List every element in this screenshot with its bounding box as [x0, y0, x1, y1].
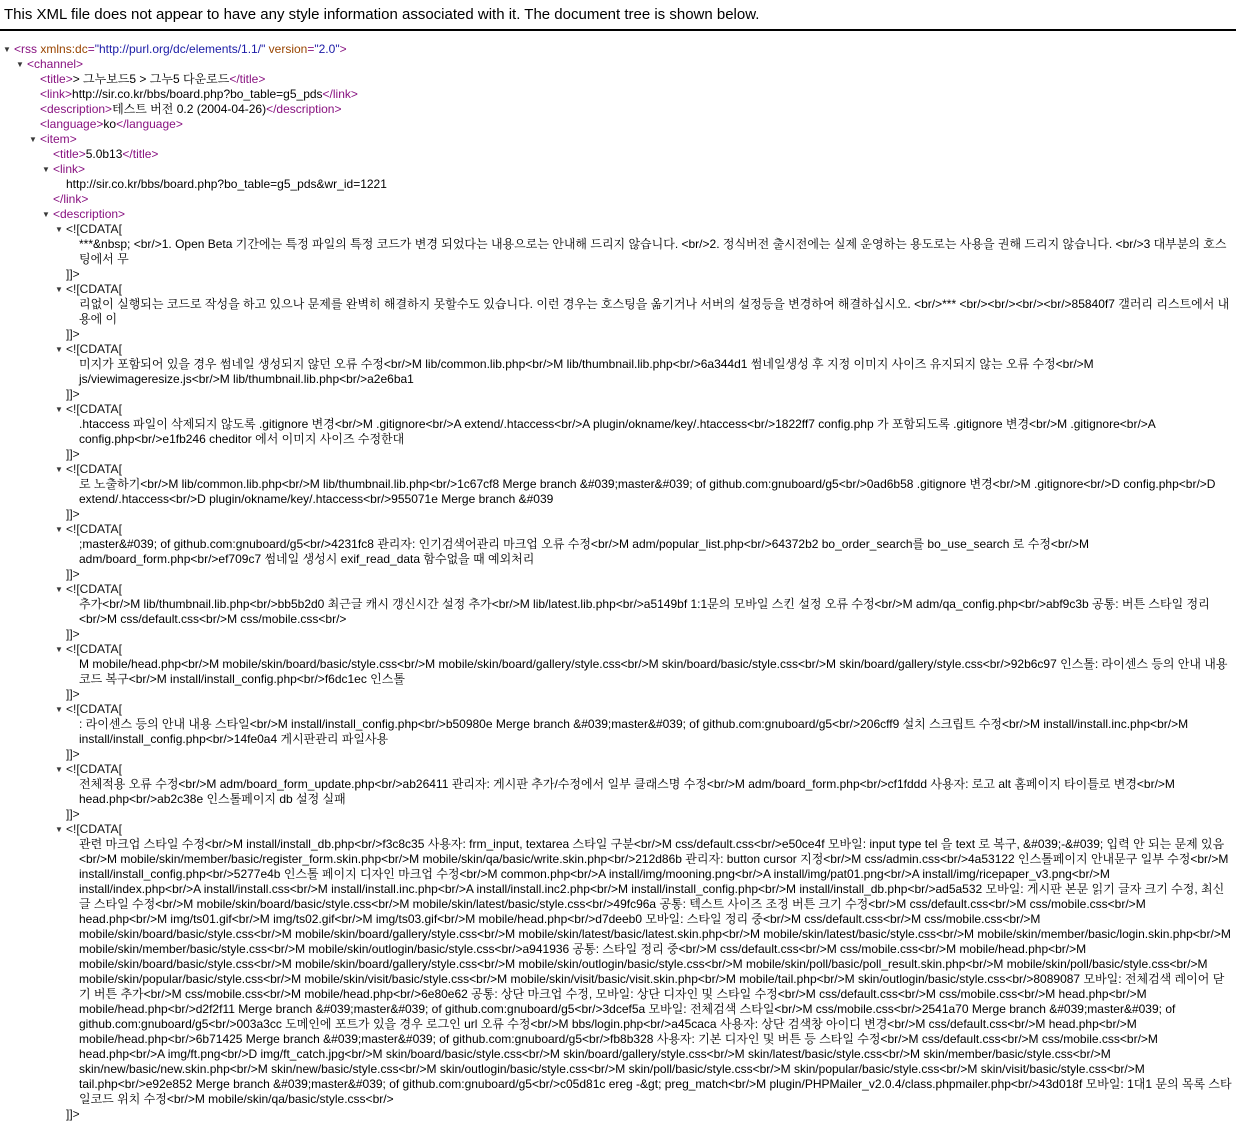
cdata-content — [68, 537, 1234, 567]
cdata-content — [68, 597, 1234, 627]
cdata-children — [68, 837, 1234, 1107]
xml-children — [55, 177, 1234, 192]
collapse-arrow-icon[interactable]: ▼ — [55, 765, 63, 774]
cdata-close-line — [55, 567, 1234, 582]
cdata-open-line — [55, 762, 1234, 777]
cdata-close-line — [55, 627, 1234, 642]
xml-text: ;master&#039; of github.com:gnuboard/g5<br/>4231fc8 관리자: 인기검색어관리 마크업 오류 수정<br/>M adm/popular_list.php<br/>64372b2 bo_order_search를 bo_use_search 로 수정<br/>M adm/board_form.php<br/>ef709c7 썸네일 생성시 exif_read_data 함수없을 때 예외처리 — [79, 537, 1093, 566]
xml-element-line — [16, 57, 1234, 72]
xml-close-tag: </link> — [322, 87, 358, 101]
collapse-arrow-icon[interactable]: ▼ — [55, 525, 63, 534]
cdata-close-line — [55, 687, 1234, 702]
cdata-open-marker: <![CDATA[ — [66, 762, 122, 776]
cdata-content — [68, 297, 1234, 327]
xml-open-tag: <rss xmlns:dc="http://purl.org/dc/elements/1.1/" version="2.0"> — [14, 42, 347, 56]
cdata-content — [68, 717, 1234, 747]
cdata-open-line — [55, 702, 1234, 717]
cdata-close-marker: ]]> — [66, 327, 80, 341]
collapse-arrow-icon[interactable]: ▼ — [55, 225, 63, 234]
cdata-close-line — [55, 267, 1234, 282]
cdata-close-marker: ]]> — [66, 747, 80, 761]
xml-children — [29, 72, 1234, 1122]
cdata-close-marker: ]]> — [66, 507, 80, 521]
cdata-content — [68, 237, 1234, 267]
collapse-arrow-icon[interactable]: ▼ — [55, 645, 63, 654]
xml-open-tag: <title> — [53, 147, 86, 161]
collapse-arrow-icon[interactable]: ▼ — [42, 165, 50, 174]
xml-text: > 그누보드5 > 그누5 다운로드 — [72, 72, 230, 86]
xml-close-tag: </title> — [229, 72, 266, 86]
header-message: This XML file does not appear to have any style information associated with it. The document tree is shown below. — [4, 6, 760, 23]
cdata-close-line — [55, 1107, 1234, 1122]
collapse-arrow-icon[interactable]: ▼ — [55, 345, 63, 354]
cdata-close-marker: ]]> — [66, 567, 80, 581]
cdata-children — [68, 297, 1234, 327]
xml-children — [55, 222, 1234, 1122]
cdata-close-marker: ]]> — [66, 687, 80, 701]
cdata-open-marker: <![CDATA[ — [66, 702, 122, 716]
xml-text: M mobile/head.php<br/>M mobile/skin/board/basic/style.css<br/>M mobile/skin/board/gallery/style.css<br/>M skin/board/basic/style.css<br/>M skin/board/gallery/style.css<br/>92b6c97 인스톨: 라이센스 등의 안내 내용 코드 복구<br/>M install/install_config.php<br/>f6dc1ec 인스톨 — [79, 657, 1231, 686]
xml-element-line — [42, 162, 1234, 177]
cdata-content — [68, 477, 1234, 507]
cdata-open-line — [55, 642, 1234, 657]
xml-close-tag: </description> — [266, 102, 342, 116]
xml-text: 전체적용 오류 수정<br/>M adm/board_form_update.php<br/>ab26411 관리자: 게시판 추가/수정에서 일부 클래스명 수정<br/>M adm/board_form.php<br/>cf1fddd 사용자: 로고 alt 홈페이지 타이틀로 변경<br/>M head.php<br/>ab2c38e 인스톨페이지 db 설정 실패 — [79, 777, 1179, 806]
xml-parse-header — [0, 0, 1236, 31]
xml-close-line — [42, 192, 1234, 207]
cdata-open-line — [55, 342, 1234, 357]
xml-open-tag: <language> — [40, 117, 104, 131]
cdata-close-marker: ]]> — [66, 807, 80, 821]
xml-children — [42, 147, 1234, 1122]
cdata-content — [68, 837, 1234, 1107]
xml-text-line — [55, 177, 1234, 192]
xml-inline-element-line — [29, 87, 1234, 102]
collapse-arrow-icon[interactable]: ▼ — [55, 465, 63, 474]
cdata-children — [68, 717, 1234, 747]
collapse-arrow-icon[interactable]: ▼ — [3, 45, 11, 54]
xml-text: : 라이센스 등의 안내 내용 스타일<br/>M install/install_config.php<br/>b50980e Merge branch &#039;master&#039; of github.com:gnuboard/g5<br/>206cff9 설치 스크립트 수정<br/>M install/install.inc.php<br/>M install/install_config.php<br/>14fe0a4 게시판관리 파일사용 — [79, 717, 1192, 746]
cdata-open-line — [55, 222, 1234, 237]
cdata-open-line — [55, 462, 1234, 477]
cdata-close-marker: ]]> — [66, 267, 80, 281]
collapse-arrow-icon[interactable]: ▼ — [16, 60, 24, 69]
xml-text: ***&nbsp; <br/>1. Open Beta 기간에는 특정 파일의 특정 코드가 변경 되었다는 내용으로는 안내해 드리지 않습니다. <br/>2. 정식버전 출시전에는 실제 운영하는 용도로는 사용을 권해 드리지 않습니다. <br/>3 대부분의 호스팅에서 무 — [79, 237, 1227, 266]
collapse-arrow-icon[interactable]: ▼ — [29, 135, 37, 144]
xml-open-tag: <item> — [40, 132, 77, 146]
cdata-children — [68, 237, 1234, 267]
xml-children — [16, 57, 1234, 1122]
xml-text: 추가<br/>M lib/thumbnail.lib.php<br/>bb5b2d0 최근글 캐시 갱신시간 설정 추가<br/>M lib/latest.lib.php<br/>a5149bf 1:1문의 모바일 스킨 설정 오류 수정<br/>M adm/qa_config.php<br/>abf9c3b 공통: 버튼 스타일 정리<br/>M css/default.css<br/>M css/mobile.css<br/> — [79, 597, 1210, 626]
cdata-open-marker: <![CDATA[ — [66, 282, 122, 296]
xml-text: 테스트 버전 0.2 (2004-04-26) — [112, 102, 267, 116]
xml-open-tag: <link> — [40, 87, 73, 101]
xml-text: 로 노출하기<br/>M lib/common.lib.php<br/>M lib/thumbnail.lib.php<br/>1c67cf8 Merge branch &#039;master&#039; of github.com:gnuboard/g5<br/>0ad6b58 .gitignore 변경<br/>M .gitignore<br/>D config.php<br/>D extend/.htaccess<br/>D plugin/okname/key/.htaccess<br/>955071e Merge branch &#039 — [79, 477, 1219, 506]
xml-close-tag: </title> — [122, 147, 159, 161]
cdata-children — [68, 597, 1234, 627]
xml-text: .htaccess 파일이 삭제되지 않도록 .gitignore 변경<br/>M .gitignore<br/>A extend/.htaccess<br/>A plugin/okname/key/.htaccess<br/>1822ff7 config.php 가 포함되도록 .gitignore 변경<br/>M .gitignore<br/>A config.php<br/>e1fb246 cheditor 에서 이미지 사이즈 수정한대 — [79, 417, 1159, 446]
cdata-children — [68, 477, 1234, 507]
cdata-close-marker: ]]> — [66, 387, 80, 401]
cdata-open-line — [55, 822, 1234, 837]
collapse-arrow-icon[interactable]: ▼ — [55, 405, 63, 414]
cdata-open-marker: <![CDATA[ — [66, 522, 122, 536]
cdata-content — [68, 657, 1234, 687]
cdata-open-marker: <![CDATA[ — [66, 402, 122, 416]
cdata-open-line — [55, 582, 1234, 597]
xml-open-tag: <title> — [40, 72, 73, 86]
cdata-children — [68, 657, 1234, 687]
cdata-open-marker: <![CDATA[ — [66, 222, 122, 236]
xml-open-tag: <link> — [53, 162, 86, 176]
cdata-close-marker: ]]> — [66, 1107, 80, 1121]
cdata-open-line — [55, 402, 1234, 417]
collapse-arrow-icon[interactable]: ▼ — [55, 825, 63, 834]
cdata-open-marker: <![CDATA[ — [66, 582, 122, 596]
xml-inline-element-line — [42, 147, 1234, 162]
cdata-close-marker: ]]> — [66, 447, 80, 461]
cdata-close-line — [55, 387, 1234, 402]
xml-element-line — [3, 42, 1234, 57]
cdata-children — [68, 537, 1234, 567]
cdata-open-marker: <![CDATA[ — [66, 342, 122, 356]
xml-inline-element-line — [29, 102, 1234, 117]
cdata-close-line — [55, 447, 1234, 462]
xml-text: ko — [103, 117, 117, 131]
collapse-arrow-icon[interactable]: ▼ — [55, 285, 63, 294]
xml-close-tag: </language> — [116, 117, 183, 131]
cdata-close-line — [55, 327, 1234, 342]
cdata-open-marker: <![CDATA[ — [66, 822, 122, 836]
xml-text: 관련 마크업 스타일 수정<br/>M install/install_db.php<br/>f3c8c35 사용자: frm_input, textarea 스타일 구분<br/>M css/default.css<br/>e50ce4f 모바일: input type tel 을 text 로 복구, &#039;-&#039; 입력 안 되는 문제 있음<br/>M mobile/skin/member/basic/register_form.skin.php<br/>M mobile/skin/qa/basic/write.skin.php<br/>212d86b 관리자: button cursor 지정<br/>M css/admin.css<br/>4a53122 인스톨페이지 안내문구 일부 수정<br/>M install/install_config.php<br/>5277e4b 인스톨 페이지 디자인 마크업 수정<br/>M common.php<br/>A install/img/mooning.png<br/>A install/img/pat01.png<br/>A install/img/ricepaper_v3.png<br/>M install/index.php<br/>A install/install.css<br/>M install/install.inc.php<br/>A install/install.inc2.php<br/>M install/install_config.php<br/>M install/install_db.php<br/>ad5a532 모바일: 게시판 본문 읽기 글자 크기 수정, 최신글 스타일 수정<br/>M mobile/skin/board/basic/style.css<br/>M mobile/skin/latest/basic/style.css<br/>49fc96a 공통: 텍스트 사이즈 조정 버튼 크기 수정<br/>M css/default.css<br/>M css/mobile.css<br/>M head.php<br/>M img/ts01.gif<br/>M img/ts02.gif<br/>M img/ts03.gif<br/>M mobile/head.php<br/>d7deeb0 모바일: 스타일 정리 중<br/>M css/default.css<br/>M css/mobile.css<br/>M mobile/skin/board/basic/style.css<br/>M mobile/skin/board/gallery/style.css<br/>M mobile/skin/latest/basic/latest.skin.php<br/>M mobile/skin/latest/basic/style.css<br/>M mobile/skin/member/basic/login.skin.php<br/>M mobile/skin/member/basic/style.css<br/>M mobile/skin/outlogin/basic/style.css<br/>a941936 공통: 스타일 정리 중<br/>M css/default.css<br/>M css/mobile.css<br/>M mobile/head.php<br/>M mobile/skin/board/basic/style.css<br/>M mobile/skin/board/gallery/style.css<br/>M mobile/skin/outlogin/basic/style.css<br/>M mobile/skin/poll/basic/poll_result.skin.php<br/>M mobile/skin/poll/basic/style.css<br/>M mobile/skin/popular/basic/style.css<br/>M mobile/skin/visit/basic/style.css<br/>M mobile/skin/visit/basic/visit.skin.php<br/>M mobile/tail.php<br/>M skin/outlogin/basic/style.css<br/>8089087 모바일: 전체검색 레이어 닫기 버튼 추가<br/>M css/mobile.css<br/>M mobile/head.php<br/>6e80e62 공통: 상단 마크업 수정, 모바일: 상단 디자인 및 스타일 수정<br/>M css/default.css<br/>M css/mobile.css<br/>M head.php<br/>M mobile/head.php<br/>d2f2f11 Merge branch &#039;master&#039; of github.com:gnuboard/g5<br/>3dcef5a 모바일: 전체검색 스타일<br/>M css/mobile.css<br/>2541a70 Merge branch &#039;master&#039; of github.com:gnuboard/g5<br/>003a3cc 도메인에 포트가 있을 경우 로그인 url 오류 수정<br/>M bbs/login.php<br/>a45caca 사용자: 상단 검색창 아이디 변경<br/>M css/default.css<br/>M head.php<br/>M mobile/head.php<br/>6b71425 Merge branch &#039;master&#039; of github.com:gnuboard/g5<br/>fb8b328 사용자: 기본 디자인 및 버튼 등 스타일 수정<br/>M css/default.css<br/>M css/mobile.css<br/>M head.php<br/>A img/ft.png<br/>D img/ft_catch.jpg<br/>M skin/board/basic/style.css<br/>M skin/board/gallery/style.css<br/>M skin/latest/basic/style.css<br/>M skin/member/basic/style.css<br/>M skin/new/basic/new.skin.php<br/>M skin/new/basic/style.css<br/>M skin/outlogin/basic/style.css<br/>M skin/poll/basic/style.css<br/>M skin/popular/basic/style.css<br/>M skin/visit/basic/style.css<br/>M tail.php<br/>e92e852 Merge branch &#039;master&#039; of github.com:gnuboard/g5<br/>c05d81c ereg -&gt; preg_match<br/>M plugin/PHPMailer_v2.0.4/class.phpmailer.php<br/>43d018f 모바일: 1대1 문의 목록 스타일코드 위치 수정<br/>M mobile/skin/qa/basic/style.css<br/> — [79, 837, 1235, 1106]
xml-element-line — [42, 207, 1234, 222]
cdata-close-marker: ]]> — [66, 627, 80, 641]
xml-open-tag: <description> — [40, 102, 113, 116]
xml-inline-element-line — [29, 72, 1234, 87]
cdata-children — [68, 417, 1234, 447]
collapse-arrow-icon[interactable]: ▼ — [55, 705, 63, 714]
cdata-open-line — [55, 522, 1234, 537]
collapse-arrow-icon[interactable]: ▼ — [42, 210, 50, 219]
cdata-children — [68, 357, 1234, 387]
xml-attribute-name: version — [268, 42, 308, 56]
xml-element-line — [29, 132, 1234, 147]
cdata-close-line — [55, 747, 1234, 762]
xml-attribute-value: "http://purl.org/dc/elements/1.1/" — [94, 42, 266, 56]
xml-tree — [0, 31, 1236, 1122]
xml-inline-element-line — [29, 117, 1234, 132]
cdata-close-line — [55, 807, 1234, 822]
cdata-content — [68, 777, 1234, 807]
cdata-open-marker: <![CDATA[ — [66, 462, 122, 476]
xml-text: 미지가 포함되어 있을 경우 썸네일 생성되지 않던 오류 수정<br/>M lib/common.lib.php<br/>M lib/thumbnail.lib.php<br/>6a344d1 썸네일생성 후 지정 이미지 사이즈 유지되지 않는 오류 수정<br/>M js/viewimageresize.js<br/>M lib/thumbnail.lib.php<br/>a2e6ba1 — [79, 357, 1098, 386]
xml-close-tag: </link> — [53, 192, 89, 206]
collapse-arrow-icon[interactable]: ▼ — [55, 585, 63, 594]
cdata-content — [68, 357, 1234, 387]
cdata-open-line — [55, 282, 1234, 297]
xml-attribute-name: xmlns:dc — [40, 42, 88, 56]
xml-text: http://sir.co.kr/bbs/board.php?bo_table=g5_pds — [72, 87, 323, 101]
xml-text: 5.0b13 — [85, 147, 123, 161]
xml-attribute-value: "2.0" — [314, 42, 340, 56]
cdata-close-line — [55, 507, 1234, 522]
xml-text: 리없이 실행되는 코드로 작성을 하고 있으나 문제를 완벽히 해결하지 못할수도 있습니다. 이런 경우는 호스팅을 옮기거나 서버의 설정등을 변경하여 해결하십시오. <br/>*** <br/><br/><br/><br/>85840f7 갤러리 리스트에서 내용에 이 — [79, 297, 1230, 326]
xml-text: http://sir.co.kr/bbs/board.php?bo_table=g5_pds&wr_id=1221 — [66, 177, 387, 191]
xml-open-tag: <channel> — [27, 57, 84, 71]
cdata-content — [68, 417, 1234, 447]
cdata-children — [68, 777, 1234, 807]
xml-open-tag: <description> — [53, 207, 126, 221]
cdata-open-marker: <![CDATA[ — [66, 642, 122, 656]
